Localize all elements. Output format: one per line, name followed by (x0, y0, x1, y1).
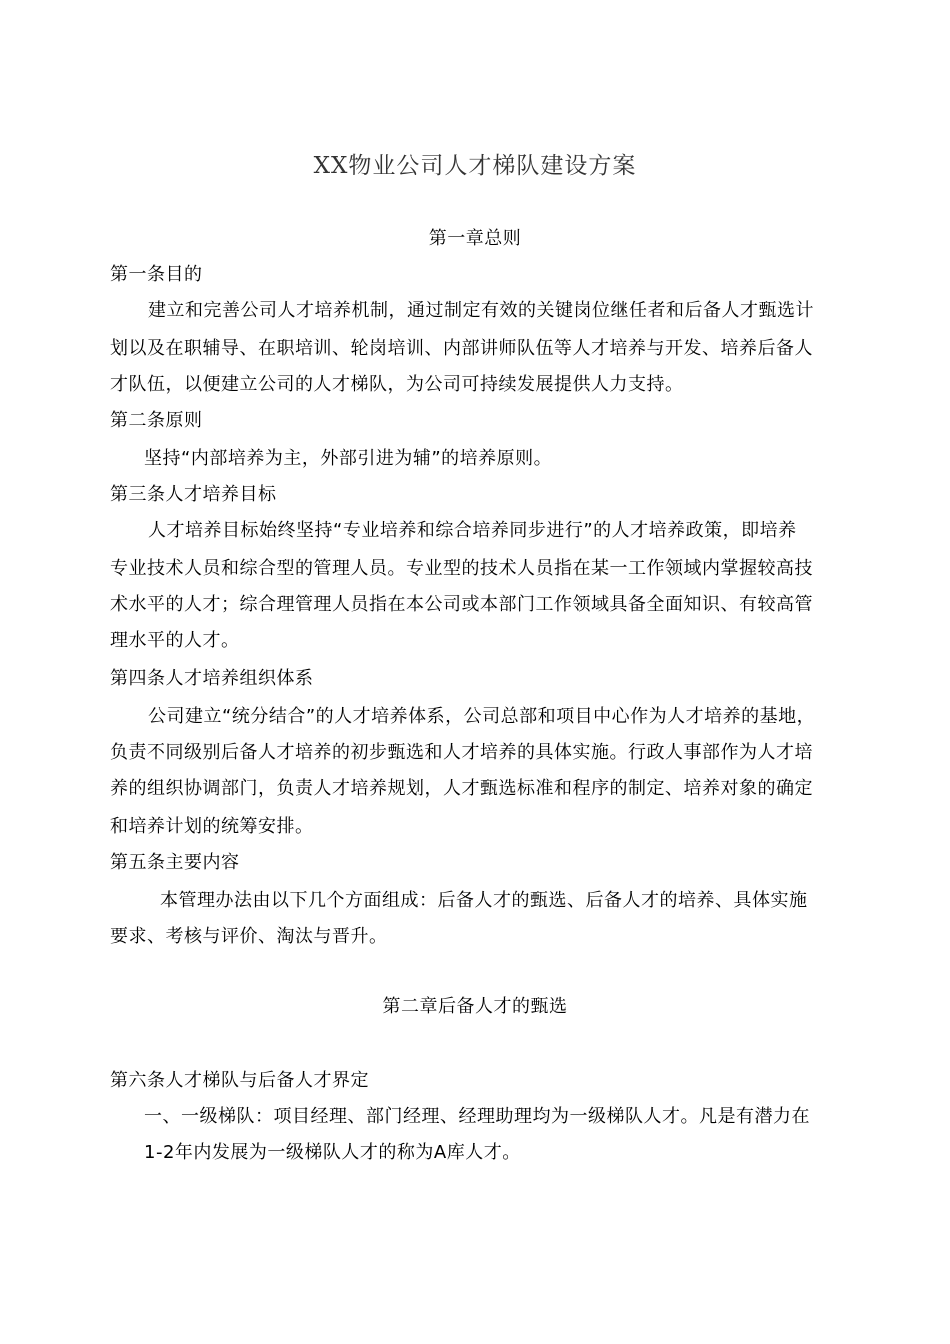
article-5-heading: 第五条主要内容 (110, 852, 240, 873)
article-1-heading: 第一条目的 (110, 264, 203, 285)
article-4-heading: 第四条人才培养组织体系 (110, 668, 314, 689)
article-3-heading: 第三条人才培养目标 (110, 484, 277, 505)
article-6-line-2: 1-2年内发展为一级梯队人才的称为A库人才。 (144, 1142, 521, 1163)
article-4-line-1: 公司建立“统分结合”的人才培养体系，公司总部和项目中心作为人才培养的基地， (148, 706, 816, 727)
article-6-line-1: 一、一级梯队：项目经理、部门经理、经理助理均为一级梯队人才。凡是有潜力在 (144, 1106, 810, 1127)
article-1-line-1: 建立和完善公司人才培养机制，通过制定有效的关键岗位继任者和后备人才甄选计 (148, 300, 814, 321)
article-3-line-4: 理水平的人才。 (110, 630, 240, 651)
article-4-line-4: 和培养计划的统筹安排。 (110, 816, 314, 837)
chapter-1-heading: 第一章总则 (428, 228, 522, 249)
article-3-line-3: 术水平的人才；综合理管理人员指在本公司或本部门工作领域具备全面知识、有较高管 (110, 594, 813, 615)
document-title: XX物业公司人才梯队建设方案 (313, 153, 637, 179)
article-5-line-1: 本管理办法由以下几个方面组成：后备人才的甄选、后备人才的培养、具体实施 (160, 890, 808, 911)
article-2-heading: 第二条原则 (110, 410, 203, 431)
article-1-line-3: 才队伍，以便建立公司的人才梯队，为公司可持续发展提供人力支持。 (110, 374, 684, 395)
article-4-line-3: 养的组织协调部门，负责人才培养规划，人才甄选标准和程序的制定、培养对象的确定 (110, 778, 813, 799)
article-4-line-2: 负责不同级别后备人才培养的初步甄选和人才培养的具体实施。行政人事部作为人才培 (110, 742, 813, 763)
article-3-line-1: 人才培养目标始终坚持“专业培养和综合培养同步进行”的人才培养政策，即培养 (148, 520, 797, 541)
article-5-line-2: 要求、考核与评价、淘汰与晋升。 (110, 926, 388, 947)
article-1-line-2: 划以及在职辅导、在职培训、轮岗培训、内部讲师队伍等人才培养与开发、培养后备人 (110, 338, 813, 359)
article-2-line-1: 坚持“内部培养为主，外部引进为辅”的培养原则。 (144, 448, 553, 469)
article-3-line-2: 专业技术人员和综合型的管理人员。专业型的技术人员指在某一工作领域内掌握较高技 (110, 558, 813, 579)
article-6-heading: 第六条人才梯队与后备人才界定 (110, 1070, 369, 1091)
chapter-2-heading: 第二章后备人才的甄选 (382, 996, 568, 1017)
